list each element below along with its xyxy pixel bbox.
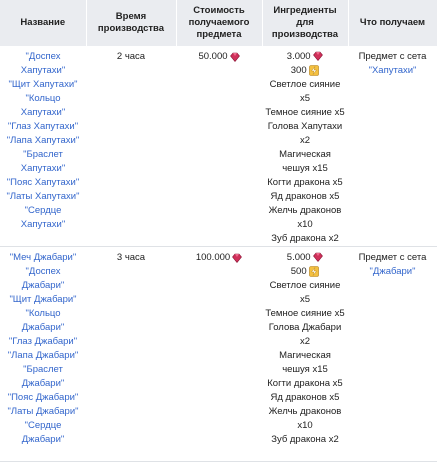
- item-link[interactable]: "Кольцо Джабари": [21, 308, 65, 333]
- item-link[interactable]: "Пояс Джабари": [7, 392, 79, 403]
- ingredient-energy: [265, 265, 345, 279]
- table-header-row: [0, 0, 437, 46]
- production-time: 3 часа: [116, 252, 146, 263]
- ingredient: Светлое сияние x5: [269, 79, 341, 104]
- ingredient-gems-value: 5.000: [286, 252, 311, 263]
- ingredient-energy-value: 300: [290, 65, 307, 76]
- item-link[interactable]: "Доспех Джабари": [21, 266, 65, 291]
- ingredients-cell: [262, 46, 348, 247]
- item-link[interactable]: "Пояс Хапутахи": [6, 177, 80, 188]
- item-link[interactable]: "Латы Хапутахи": [6, 191, 80, 202]
- ingredient-gems: [265, 251, 345, 265]
- ingredient: Голова Хапутахи x2: [267, 121, 343, 146]
- item-link[interactable]: "Лапа Хапутахи": [6, 135, 80, 146]
- item-link[interactable]: "Глаз Джабари": [8, 336, 78, 347]
- item-link[interactable]: "Глаз Хапутахи": [7, 121, 79, 132]
- item-names-cell: [0, 46, 86, 247]
- item-cost-value: 50.000: [198, 51, 228, 62]
- header-production-time: Время производства: [86, 0, 176, 46]
- ingredient: Светлое сияние x5: [269, 280, 341, 305]
- item-link[interactable]: "Щит Хапутахи": [8, 79, 78, 90]
- item-cost: [198, 50, 239, 64]
- item-cost: [196, 251, 242, 265]
- item-link[interactable]: "Лапа Джабари": [7, 350, 79, 361]
- item-link[interactable]: "Доспех Хапутахи": [20, 51, 66, 76]
- header-name: Название: [0, 0, 86, 46]
- production-time-cell: [86, 46, 176, 247]
- item-link[interactable]: "Меч Джабари": [9, 252, 77, 263]
- result-prefix: Предмет с сета: [358, 252, 427, 263]
- ingredient-gems: [265, 50, 345, 64]
- ruby-gem-icon: [232, 253, 242, 263]
- ruby-gem-icon: [313, 252, 323, 262]
- header-result: Что получаем: [348, 0, 437, 46]
- item-link[interactable]: "Сердце Джабари": [21, 420, 65, 445]
- item-list: [3, 251, 83, 447]
- ingredient: Зуб дракона x2: [271, 233, 339, 244]
- item-list: [3, 50, 83, 232]
- ingredient: Зуб дракона x2: [271, 434, 339, 445]
- item-cost-cell: [176, 247, 262, 462]
- result-cell: [348, 247, 437, 462]
- set-link[interactable]: "Хапутахи": [368, 65, 417, 76]
- ingredients-cell: [262, 247, 348, 462]
- item-link[interactable]: "Латы Джабари": [7, 406, 79, 417]
- result-prefix: Предмет с сета: [358, 51, 427, 62]
- result-cell: [348, 46, 437, 247]
- item-link[interactable]: "Щит Джабари": [9, 294, 77, 305]
- ingredient-energy-value: 500: [290, 266, 307, 277]
- ruby-gem-icon: [313, 51, 323, 61]
- ingredient: Голова Джабари x2: [268, 322, 342, 347]
- ingredient: Магическая чешуя x15: [279, 149, 331, 174]
- ingredient-energy: [265, 64, 345, 78]
- header-item-cost: Стоимость получаемого предмета: [176, 0, 262, 46]
- item-link[interactable]: "Кольцо Хапутахи": [20, 93, 66, 118]
- ingredient: Когти дракона x5: [267, 177, 343, 188]
- item-link[interactable]: "Браслет Хапутахи": [20, 149, 66, 174]
- header-ingredients: Ингредиенты для производства: [262, 0, 348, 46]
- energy-bolt-icon: [309, 266, 319, 277]
- ingredient: Желчь драконов x10: [268, 205, 342, 230]
- production-time-cell: [86, 247, 176, 462]
- ingredient: Темное сияние x5: [265, 308, 345, 319]
- item-link[interactable]: "Браслет Джабари": [21, 364, 65, 389]
- set-link[interactable]: "Джабари": [369, 266, 416, 277]
- ingredient: Желчь драконов x10: [268, 406, 342, 431]
- production-time: 2 часа: [116, 51, 146, 62]
- ingredient: Когти дракона x5: [267, 378, 343, 389]
- ingredient: Яд драконов x5: [270, 191, 340, 202]
- table-row: [0, 46, 437, 247]
- item-cost-cell: [176, 46, 262, 247]
- ingredient: Темное сияние x5: [265, 107, 345, 118]
- table-row: [0, 247, 437, 462]
- item-link[interactable]: "Сердце Хапутахи": [20, 205, 66, 230]
- energy-bolt-icon: [309, 65, 319, 76]
- item-cost-value: 100.000: [195, 252, 231, 263]
- item-names-cell: [0, 247, 86, 462]
- ingredient: Магическая чешуя x15: [279, 350, 331, 375]
- ingredient-gems-value: 3.000: [286, 51, 311, 62]
- ruby-gem-icon: [230, 52, 240, 62]
- ingredient: Яд драконов x5: [270, 392, 340, 403]
